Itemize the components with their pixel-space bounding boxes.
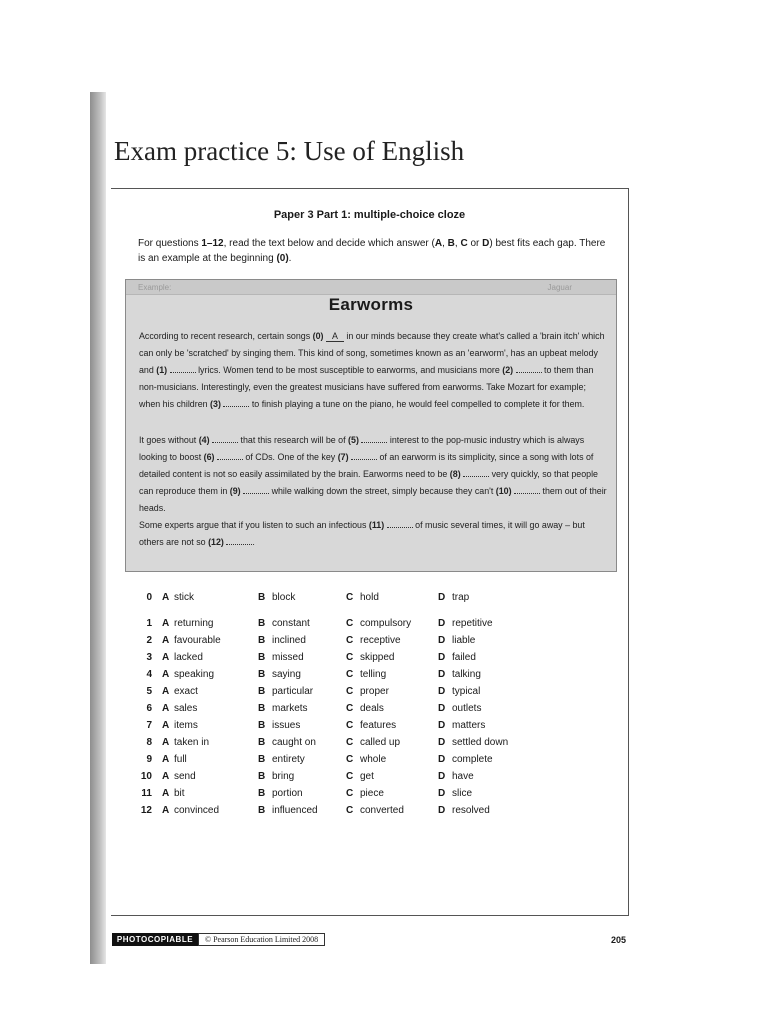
gap-blank: [170, 363, 196, 373]
option-letter-b: B: [258, 669, 266, 680]
text-segment: .: [252, 537, 255, 547]
gap-blank: [516, 363, 542, 373]
paragraph-3: [139, 517, 609, 551]
gap-blank: [514, 484, 540, 494]
option-letter-c: C: [346, 635, 354, 646]
text-segment: very quickly, so that people can reproduce them in: [139, 469, 598, 496]
option-word-a: lacked: [174, 652, 203, 663]
option-word-c: get: [360, 771, 374, 782]
option-word-c: called up: [360, 737, 401, 748]
option-word-c: proper: [360, 686, 389, 697]
option-row: [134, 652, 604, 669]
option-word-a: speaking: [174, 669, 215, 680]
option-letter-b: B: [258, 635, 266, 646]
option-letter-d: D: [438, 669, 446, 680]
option-letter-a: A: [162, 652, 170, 663]
example-strip: [126, 280, 616, 295]
option-word-a: convinced: [174, 805, 220, 816]
option-letter-d: D: [438, 686, 446, 697]
option-word-b: markets: [272, 703, 308, 714]
option-letter-b: B: [258, 754, 266, 765]
option-letter-c: C: [346, 754, 354, 765]
question-number: 11: [141, 788, 152, 799]
option-letter-b: B: [258, 652, 266, 663]
question-number: 6: [146, 703, 152, 714]
option-word-d: liable: [452, 635, 476, 646]
option-letter-d: D: [438, 592, 446, 603]
gap-number: (6): [203, 452, 215, 462]
paragraph-1: [139, 328, 609, 413]
option-letter-d: D: [438, 805, 446, 816]
text-segment: It goes without: [139, 435, 199, 445]
option-letter-b: B: [258, 805, 266, 816]
option-letter-b: B: [258, 686, 266, 697]
example-right-label: Jaguar: [547, 283, 572, 292]
option-letter-b: B: [258, 771, 266, 782]
option-word-b: issues: [272, 720, 301, 731]
option-letter-a: A: [162, 635, 170, 646]
option-word-b: entirety: [272, 754, 305, 765]
gap-number: (0): [312, 331, 324, 341]
option-word-b: portion: [272, 788, 303, 799]
question-number: 9: [146, 754, 152, 765]
option-letter-a: A: [162, 592, 170, 603]
option-row: [134, 771, 604, 788]
option-letter-c: C: [346, 592, 354, 603]
gap-number: (11): [368, 520, 385, 530]
option-word-d: trap: [452, 592, 470, 603]
option-word-c: deals: [360, 703, 384, 714]
option-word-d: slice: [452, 788, 473, 799]
page-number: 205: [611, 935, 627, 945]
question-number: 10: [140, 771, 152, 782]
copyright-notice: © Pearson Education Limited 2008: [198, 933, 325, 946]
option-word-c: hold: [360, 592, 379, 603]
option-word-c: features: [360, 720, 397, 731]
option-letter-a: A: [162, 737, 170, 748]
option-word-d: resolved: [452, 805, 490, 816]
option-letter-b: B: [258, 737, 266, 748]
option-word-d: repetitive: [452, 618, 493, 629]
option-letter-c: C: [346, 652, 354, 663]
option-word-a: sales: [174, 703, 198, 714]
question-number: 7: [146, 720, 152, 731]
option-word-b: particular: [272, 686, 314, 697]
option-word-b: inclined: [272, 635, 306, 646]
text-segment: lyrics. Women tend to be most susceptible to earworms, and musicians more: [195, 365, 503, 375]
example-label: Example:: [138, 283, 172, 292]
option-word-d: complete: [452, 754, 493, 765]
option-letter-a: A: [162, 788, 170, 799]
part-title: Paper 3 Part 1: multiple-choice cloze: [273, 209, 466, 221]
text-segment: of music several times, it will go away – but others are not so: [139, 520, 585, 547]
option-letter-c: C: [346, 788, 354, 799]
text-segment: to them than non-musicians. Interestingly, even the greatest musicians have suffered from earworms. Take Mozart for example; when his children: [139, 365, 594, 409]
gap-number: (2): [502, 365, 514, 375]
page-binding-shadow: [90, 92, 106, 964]
gap-blank: [226, 535, 255, 547]
text-segment: that this research will be of: [238, 435, 349, 445]
option-word-a: full: [174, 754, 187, 765]
option-letter-a: A: [162, 686, 170, 697]
option-letter-a: A: [162, 720, 170, 731]
option-letter-d: D: [438, 771, 446, 782]
text-segment: According to recent research, certain songs: [139, 331, 313, 341]
option-word-a: taken in: [174, 737, 210, 748]
option-word-a: items: [174, 720, 198, 731]
option-word-a: send: [174, 771, 196, 782]
option-word-c: telling: [360, 669, 387, 680]
option-letter-c: C: [346, 686, 354, 697]
option-letter-a: A: [162, 771, 170, 782]
option-row: [134, 686, 604, 703]
option-letter-a: A: [162, 703, 170, 714]
option-letter-a: A: [162, 805, 170, 816]
option-word-d: typical: [452, 686, 481, 697]
option-letter-a: A: [162, 754, 170, 765]
option-word-d: settled down: [452, 737, 509, 748]
option-word-c: converted: [360, 805, 404, 816]
gap-blank: [217, 450, 243, 460]
text-title: Earworms: [328, 295, 414, 314]
question-number: 1: [146, 618, 152, 629]
option-word-c: compulsory: [360, 618, 412, 629]
option-letter-d: D: [438, 618, 446, 629]
option-letter-d: D: [438, 754, 446, 765]
gap-number: (8): [449, 469, 461, 479]
text-segment: interest to the pop-music industry which is always looking to boost: [139, 435, 585, 462]
option-letter-c: C: [346, 720, 354, 731]
gap-number: (3): [210, 399, 221, 409]
example-answer: A: [326, 331, 344, 342]
option-word-d: have: [452, 771, 474, 782]
option-word-a: returning: [174, 618, 214, 629]
question-number: 8: [146, 737, 152, 748]
option-letter-c: C: [346, 618, 354, 629]
option-letter-b: B: [258, 788, 266, 799]
option-word-b: constant: [272, 618, 310, 629]
question-number: 4: [146, 669, 152, 680]
text-segment: to finish playing a tune on the piano, he would feel compelled to complete it for them.: [249, 399, 585, 409]
option-letter-d: D: [438, 737, 446, 748]
option-letter-b: B: [258, 720, 266, 731]
option-word-c: skipped: [360, 652, 395, 663]
option-row: [134, 805, 604, 822]
gap-blank: [212, 433, 238, 443]
option-word-b: caught on: [272, 737, 316, 748]
option-row: [134, 754, 604, 771]
question-number: 2: [146, 635, 152, 646]
option-word-b: missed: [272, 652, 304, 663]
text-segment: them out of their heads.: [139, 486, 607, 513]
option-word-d: talking: [452, 669, 481, 680]
option-word-c: whole: [360, 754, 387, 765]
reading-text-box: [125, 279, 617, 572]
option-row: [134, 703, 604, 720]
option-row: [134, 669, 604, 686]
option-row: [134, 737, 604, 754]
option-word-d: matters: [452, 720, 486, 731]
option-word-a: exact: [174, 686, 198, 697]
option-letter-d: D: [438, 788, 446, 799]
gap-blank: [351, 450, 377, 460]
option-word-d: failed: [452, 652, 476, 663]
gap-blank: [243, 484, 269, 494]
gap-number: (5): [348, 435, 359, 445]
option-word-a: stick: [174, 592, 194, 603]
gap-blank: [387, 518, 413, 528]
option-letter-d: D: [438, 635, 446, 646]
option-row: [134, 788, 604, 805]
gap-number: (12): [208, 537, 224, 547]
option-word-b: bring: [272, 771, 295, 782]
option-letter-a: A: [162, 618, 170, 629]
option-letter-c: C: [346, 805, 354, 816]
option-letter-d: D: [438, 652, 446, 663]
text-segment: while walking down the street, simply because they can't: [269, 486, 496, 496]
option-letter-c: C: [346, 703, 354, 714]
gap-blank: [361, 433, 387, 443]
option-letter-d: D: [438, 720, 446, 731]
option-word-b: influenced: [272, 805, 318, 816]
option-row: [134, 592, 604, 609]
option-word-a: bit: [174, 788, 185, 799]
option-letter-d: D: [438, 703, 446, 714]
option-letter-b: B: [258, 592, 266, 603]
option-letter-b: B: [258, 618, 266, 629]
option-letter-c: C: [346, 737, 354, 748]
photocopiable-badge: PHOTOCOPIABLE: [112, 933, 198, 946]
gap-number: (1): [156, 365, 168, 375]
option-letter-a: A: [162, 669, 170, 680]
option-letter-c: C: [346, 669, 354, 680]
gap-number: (7): [337, 452, 349, 462]
question-number: 3: [146, 652, 152, 663]
option-row: [134, 720, 604, 737]
page-title: Exam practice 5: Use of English: [114, 136, 465, 166]
option-row: [134, 618, 604, 635]
option-word-b: block: [272, 592, 296, 603]
text-segment: of CDs. One of the key: [242, 452, 338, 462]
gap-blank: [223, 397, 249, 407]
question-number: 12: [140, 805, 152, 816]
gap-number: (9): [229, 486, 241, 496]
gap-number: (10): [495, 486, 512, 496]
text-segment: Some experts argue that if you listen to such an infectious: [139, 520, 369, 530]
option-word-b: saying: [272, 669, 301, 680]
text-segment: of an earworm is its simplicity, since a song with lots of detailed content is not so easily assimilated by the brain. Earworms need to be: [139, 452, 594, 479]
gap-blank: [463, 467, 489, 477]
question-number: 0: [146, 592, 152, 603]
option-letter-c: C: [346, 771, 354, 782]
gap-number: (4): [198, 435, 210, 445]
text-segment: in our minds because they create what's called a 'brain itch' which can only be 'scratched' by singing them. This kind of song, sometimes known as an 'earworm', has an upbeat melody and: [139, 331, 605, 375]
option-row: [134, 635, 604, 652]
option-word-a: favourable: [174, 635, 221, 646]
question-number: 5: [146, 686, 152, 697]
paragraph-2: [139, 432, 609, 517]
option-word-c: piece: [360, 788, 384, 799]
option-word-c: receptive: [360, 635, 401, 646]
option-letter-b: B: [258, 703, 266, 714]
option-word-d: outlets: [452, 703, 482, 714]
instructions: For questions 1–12, read the text below and decide which answer (A, B, C or D) best fits each gap. There is an example at the beginning (0).: [138, 238, 606, 264]
